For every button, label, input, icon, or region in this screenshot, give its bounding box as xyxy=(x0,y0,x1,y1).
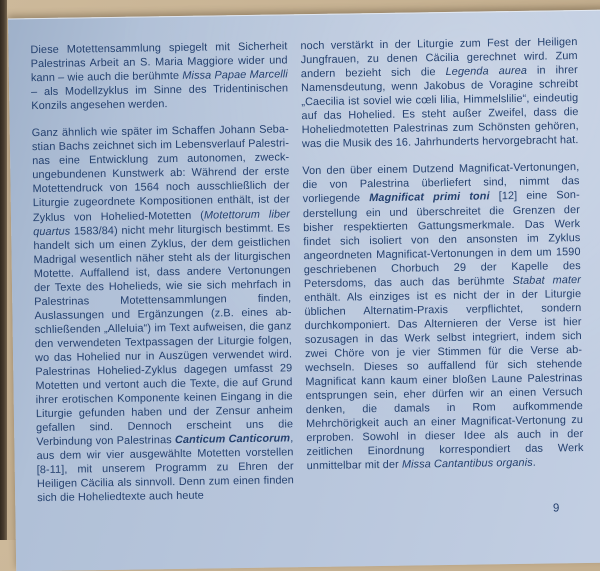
text-run: Diese Motettensammlung spiegelt mit Sicherheit Palestrinas Arbeit an S. Maria Maggiore wider und kann – wie auch die berühmte xyxy=(30,40,288,85)
paragraph xyxy=(32,123,295,506)
page-number: 9 xyxy=(552,502,560,515)
paragraph xyxy=(302,160,584,473)
book-spine-edge xyxy=(0,0,7,540)
text-run: Magnificat primi toni xyxy=(369,190,490,205)
text-run: Von den über einem Dutzend Magnificat-Vertonungen, die von Palestrina überliefert sind, nimmt das vorliegende xyxy=(302,161,580,206)
page-content xyxy=(30,35,584,506)
text-run: . xyxy=(532,457,536,470)
text-run: Missa Cantantibus organis xyxy=(401,457,533,472)
text-run: Ganz ähnlich wie später im Schaffen Johann Sebastian Bachs zeichnet sich im Lebensverlauf Palestrinas eine Entwicklung zum autonomen, zweckungebundenen Kunstwerk ab: Während der erste Motettendruck von 1564 noch ausschließlich der Liturgie zugeordnete Kompositionen enthält, ist der Zyklus von Hohelied-Motetten ( xyxy=(31,123,290,224)
text-run: Legenda aurea xyxy=(445,64,528,79)
text-run: noch verstärkt in der Liturgie zum Fest der Heiligen Jungfrauen, zu denen Cäcilia gerechnet wird. Zum andern bezieht sich die xyxy=(300,36,578,81)
text-run: [12] eine Sonderstellung ein und überschreitet die Grenzen der bisher respektierten Gattungsmerkmale. Das Werk findet sich isoliert von den ansonsten im Zyklus angeordneten Magnificat-Vertonungen in dem um 1590 geschriebenen Chorbuch 29 der Kapelle des Petersdoms, das auch das berühmte xyxy=(302,189,581,290)
text-run: enthält. Als einziges ist es nicht der in der Liturgie üblichen Alternatim-Praxis verpflichtet, sondern durchkomponiert. Das Alternieren der Verse ist hier sozusagen in das Werk selbst integriert, indem sich zwei Chöre von je vier Stimmen für die Verse abwechseln. Dieses so auffallend für sich stehende Magnificat kann kaum einer bloßen Laune Palestrinas entsprungen sein, eher dürfen wir an einen Versuch denken, die damals in Rom aufkommende Mehrchörigkeit auch an einer Magnificat-Vertonung zu erproben. Sowohl in dieser Idee als auch in der zeitlichen Einordnung korrespondiert das Werk unmittelbar mit der xyxy=(304,287,584,473)
book-page xyxy=(8,10,600,571)
text-run: , aus dem wir vier ausgewählte Motetten vorstellen [8-11], mit unserem Programm zu Ehren der Heiligen Cäcilia als sinnvoll. Denn zum einen finden sich die Hoheliedtexte auch heute xyxy=(36,432,295,505)
text-run: – als Modellzyklus im Sinne des Tridentinischen Konzils angesehen werden. xyxy=(31,82,289,113)
text-column-right xyxy=(300,35,584,502)
text-run: Motettorum liber quartus xyxy=(33,207,291,238)
text-run: in ihrer Namensdeutung, wenn Jakobus de Voragine schreibt „Caecilia ist soviel wie cœli lilia, Himmelslilie“, eindeutig auf das Hohelied. Es steht außer Zweifel, dass die Hoheliedmotetten Palestrinas zum Schönsten gehören, was die Musik des 16. Jahrhunderts hervorgebracht hat. xyxy=(301,64,579,151)
paragraph xyxy=(300,35,579,151)
paragraph xyxy=(30,39,288,113)
text-run: Canticum Canticorum xyxy=(174,432,291,447)
text-run: 1583/84) nicht mehr liturgisch bestimmt. Es handelt sich um einen Zyklus, der dem geistlichen Madrigal wesentlich näher steht als der liturgischen Motette. Auffallend ist, dass andere Vertonungen der Texte des Hohelieds, wie sie sich mehrfach in Palestrinas Motettensammlungen finden, Auslassungen und Ergänzungen (z.B. eines abschließenden „Alleluia“) im Text aufweisen, die ganz den verwendeten Textpassagen der Liturgie folgen, wo das Hohelied nur in Auszügen verwendet wird. Palestrinas Hohelied-Zyklus dagegen umfasst 29 Motetten und vertont auch die Texte, die auf Grund ihrer erotischen Komponente keinen Eingang in die Liturgie gefunden haben und der Zensur anheim gefallen sind. Dennoch erscheint uns die Verbindung von Palestrinas xyxy=(33,221,294,449)
text-run: Stabat mater xyxy=(512,273,582,287)
text-column-left xyxy=(30,39,294,505)
text-run: Missa Papae Marcelli xyxy=(182,68,288,83)
